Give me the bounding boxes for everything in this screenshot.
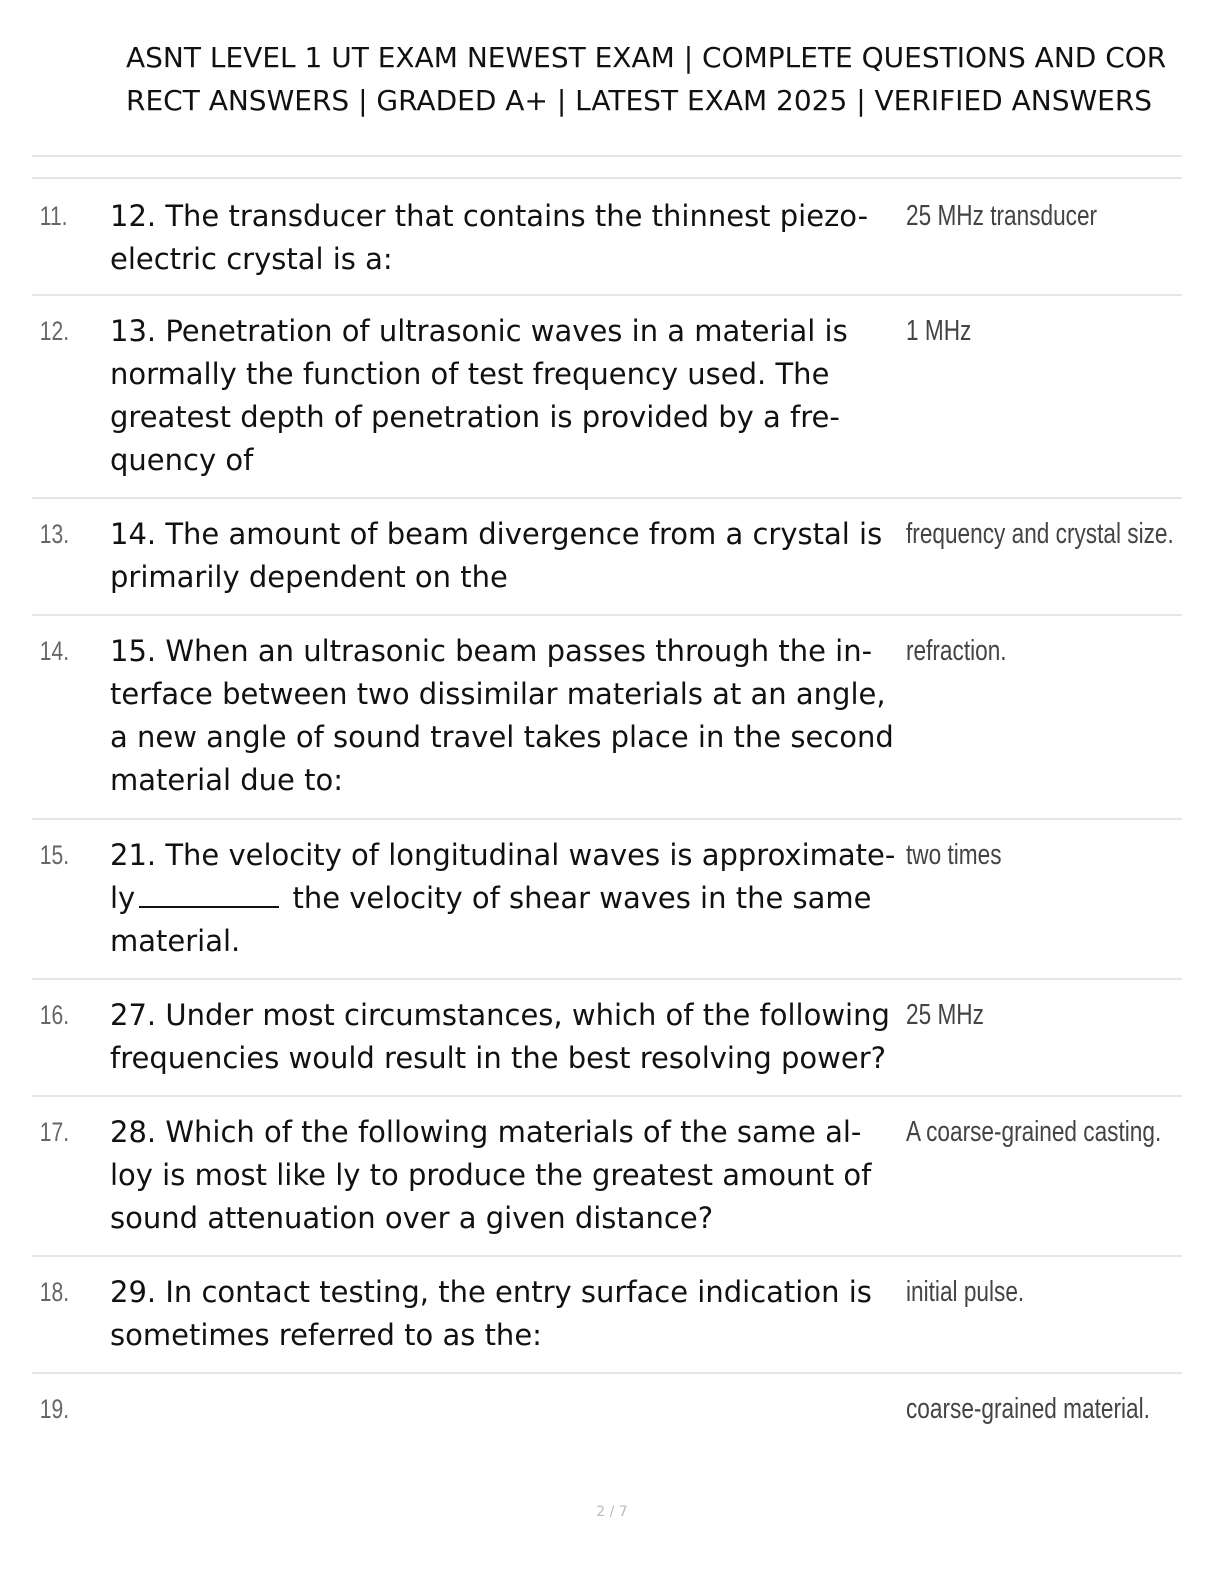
document-title	[126, 36, 1224, 122]
question-text: 27. Under most circumstances, which of the following frequencies would result in the best resolving power?	[110, 998, 890, 1075]
row-number: 16.	[39, 1000, 70, 1030]
table-row	[32, 179, 1182, 296]
row-number: 12.	[39, 316, 70, 346]
row-number: 17.	[39, 1117, 70, 1147]
question-text: 13. Penetration of ultrasonic waves in a material is normally the function of test frequency used. The greatest depth of penetration is provided by a fre-quency of	[110, 314, 848, 477]
table-row	[32, 820, 1182, 980]
table-row	[32, 980, 1182, 1097]
question-text-part: 21. The velocity of longitudinal waves is approximate-ly	[110, 838, 896, 915]
question-text	[110, 834, 906, 978]
answer-text: 25 MHz	[906, 999, 984, 1031]
table-row	[32, 1097, 1182, 1257]
question-text: 29. In contact testing, the entry surface indication is sometimes referred to as the:	[110, 1275, 872, 1352]
row-number: 11.	[39, 201, 68, 231]
page-number: 2 / 7	[596, 1504, 628, 1520]
row-number: 18.	[39, 1277, 70, 1307]
question-text: 15. When an ultrasonic beam passes through the in-terface between two dissimilar materials at an angle, a new angle of sound travel takes place in the second material due to:	[110, 634, 894, 797]
question-text: 28. Which of the following materials of the same al-loy is most like ly to produce the greatest amount of sound attenuation over a given distance?	[110, 1115, 872, 1235]
question-text-part: the velocity of shear waves in the same material.	[110, 881, 872, 958]
title-line-1: ASNT LEVEL 1 UT EXAM NEWEST EXAM | COMPLETE QUESTIONS AND COR	[126, 41, 1167, 74]
table-row	[32, 616, 1182, 820]
row-number: 13.	[39, 519, 70, 549]
fill-in-blank	[139, 880, 279, 908]
divider	[32, 155, 1182, 157]
answer-text: refraction.	[906, 635, 1007, 667]
row-number: 15.	[39, 840, 70, 870]
answer-text: two times	[906, 839, 1002, 871]
title-line-2: RECT ANSWERS | GRADED A+ | LATEST EXAM 2025 | VERIFIED ANSWERS	[126, 84, 1153, 117]
question-answer-table	[32, 179, 1182, 1454]
table-row	[32, 499, 1182, 616]
answer-text: frequency and crystal size.	[906, 518, 1174, 550]
answer-text: A coarse-grained casting.	[906, 1116, 1162, 1148]
question-text	[110, 1388, 906, 1454]
row-number: 14.	[39, 636, 70, 666]
table-row	[32, 296, 1182, 499]
answer-text: coarse-grained material.	[906, 1393, 1150, 1425]
answer-text: 25 MHz transducer	[906, 200, 1098, 232]
row-number: 19.	[39, 1394, 70, 1424]
table-row	[32, 1374, 1182, 1454]
question-text: 12. The transducer that contains the thinnest piezo-electric crystal is a:	[110, 199, 869, 276]
question-text: 14. The amount of beam divergence from a crystal is primarily dependent on the	[110, 517, 883, 594]
table-row	[32, 1257, 1182, 1374]
answer-text: 1 MHz	[906, 315, 972, 347]
answer-text: initial pulse.	[906, 1276, 1025, 1308]
